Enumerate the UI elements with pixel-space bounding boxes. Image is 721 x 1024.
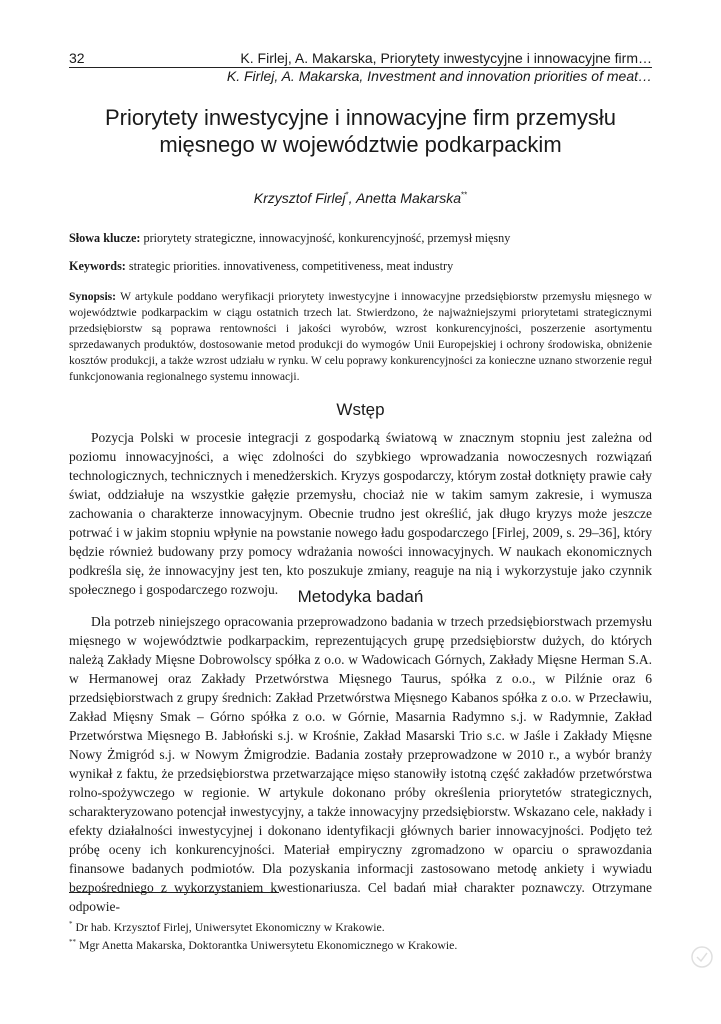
footnote-1-mark: * xyxy=(69,920,73,928)
author-1: Krzysztof Firlej xyxy=(253,190,346,206)
authors-line xyxy=(69,190,652,206)
running-head-polish: K. Firlej, A. Makarska, Priorytety inwestycyjne i innowacyjne firm… xyxy=(240,50,652,66)
running-head xyxy=(69,50,652,84)
author-2-mark: ** xyxy=(461,190,468,200)
running-head-english: K. Firlej, A. Makarska, Investment and innovation priorities of meat… xyxy=(226,68,652,84)
keywords-english-text: strategic priorities. innovativeness, competitiveness, meat industry xyxy=(128,259,454,273)
synopsis xyxy=(69,289,652,386)
page-number: 32 xyxy=(69,50,85,66)
synopsis-text: W artykule poddano weryfikacji priorytety inwestycyjne i innowacyjne przedsiębiorstw przemysłu mięsnego w województwie podkarpackim w ciągu ostatnich trzech lat. Stwierdzono, że najważniejszymi priorytetami strategicznymi przedsiębiorstw są poprawa rentowności i jakości wyrobów, wzrost konkurencyjności, poszerzenie asortymentu sprzedawanych produktów, dostosowanie metod produkcji do wymogów Unii Europejskiej i ochrony środowiska, obniżenie kosztów produkcji, a także wzrost udziału w rynku. W celu poprawy konkurencyjności za konieczne uznano stworzenie reguł funkcjonowania regionalnego systemu innowacji. xyxy=(69,290,652,384)
footnote-rule xyxy=(69,892,279,893)
title-line-1: Priorytety inwestycyjne i innowacyjne firm przemysłu xyxy=(104,105,617,130)
synopsis-label: Synopsis: xyxy=(69,290,117,303)
author-1-mark: * xyxy=(345,190,349,200)
watermark-icon xyxy=(690,945,714,969)
keywords-polish xyxy=(69,230,652,246)
footnote-1-text: Dr hab. Krzysztof Firlej, Uniwersytet Ekonomiczny w Krakowie. xyxy=(72,919,385,934)
article-title xyxy=(69,104,652,158)
section-heading-introduction: Wstęp xyxy=(336,400,385,419)
keywords-polish-text: priorytety strategiczne, innowacyjność, konkurencyjność, przemysł mięsny xyxy=(143,231,511,245)
methodology-paragraph: Dla potrzeb niniejszego opracowania przeprowadzono badania w trzech przedsiębiorstwach przemysłu mięsnego w województwie podkarpackim, reprezentujących grupę przedsiębiorstw dużych, do których należą Zakłady Mięsne Dobrowolscy spółka z o.o. w Wadowicach Górnych, Zakłady Mięsne Herman S.A. w Hermanowej oraz Zakłady Przetwórstwa Mięsnego Taurus, spółka z o.o., w Pilźnie oraz 6 przedsiębiorstwach z grupy średnich: Zakład Przetwórstwa Mięsnego Kabanos spółka z o.o. w Przecławiu, Zakład Mięsny Smak – Górno spółka z o.o. w Górnie, Masarnia Radymno s.j. w Radymnie, Zakład Przetwórstwa Mięsnego B. Jabłoński s.j. w Krośnie, Zakład Masarski Trio s.c. w Jaśle i Zakłady Mięsne Nowy Żmigród s.j. w Nowym Żmigrodzie. Badania zostały przeprowadzone w 2010 r., a wybór branży wynikał z faktu, że przedsiębiorstwa przetwarzające mięso stanowiły istotną część zakładów przetwórstwa rolno-spożywczego w regionie. W artykule dokonano próby określenia priorytetów strategicznych, scharakteryzowano potencjał inwestycyjny, a także innowacyjny przedsiębiorstw. Wskazano cele, nakłady i efekty działalności inwestycyjnej i dokonano identyfikacji głównych barier innowacyjności. Podjęto też próbę oceny ich konkurencyjności. Materiał empiryczny zgromadzono w oparciu o sprawozdania finansowe badanych podmiotów. Dla pozyskania informacji zastosowano metodę ankiety i wywiadu bezpośredniego z wykorzystaniem kwestionariusza. Cel badań miał charakter poznawczy. Otrzymane odpowie- xyxy=(69,614,652,914)
keywords-polish-label: Słowa klucze: xyxy=(69,231,141,245)
footnote-2-text: Mgr Anetta Makarska, Doktorantka Uniwersytetu Ekonomicznego w Krakowie. xyxy=(76,937,458,952)
author-2: Anetta Makarska xyxy=(355,190,461,206)
footnote-2-mark: ** xyxy=(69,938,76,946)
footnote-2 xyxy=(69,935,457,953)
introduction-paragraph: Pozycja Polski w procesie integracji z gospodarką światową w znacznym stopniu jest zależna od poziomu innowacyjności, a więc zdolności do szybkiego wprowadzania nowoczesnych rozwiązań technologicznych, technicznych i menedżerskich. Kryzys gospodarczy, którym został dotknięty prawie cały świat, oddziałuje na wszystkie gałęzie przemysłu, chociaż nie w takim samym zakresie, i wymusza zachowania o charakterze innowacyjnym. Obecnie trudno jest określić, jak długo kryzys może jeszcze potrwać i w jakim stopniu wpłynie na powstanie nowego ładu gospodarczego [Firlej, 2009, s. 29–36], który będzie również budowany przy pomocy wdrażania nowości innowacyjnych. W naukach ekonomicznych podkreśla się, że innowacyjny jest ten, kto poszukuje zmiany, reaguje na nią i wykorzystuje jako czynnik społecznego i gospodarczego rozwoju. xyxy=(69,430,652,597)
keywords-english xyxy=(69,258,652,274)
title-line-2: mięsnego w województwie podkarpackim xyxy=(159,132,562,157)
author-separator: , xyxy=(348,190,356,206)
footnote-1 xyxy=(69,917,385,935)
section-heading-methodology: Metodyka badań xyxy=(297,587,424,606)
keywords-english-label: Keywords: xyxy=(69,259,126,273)
